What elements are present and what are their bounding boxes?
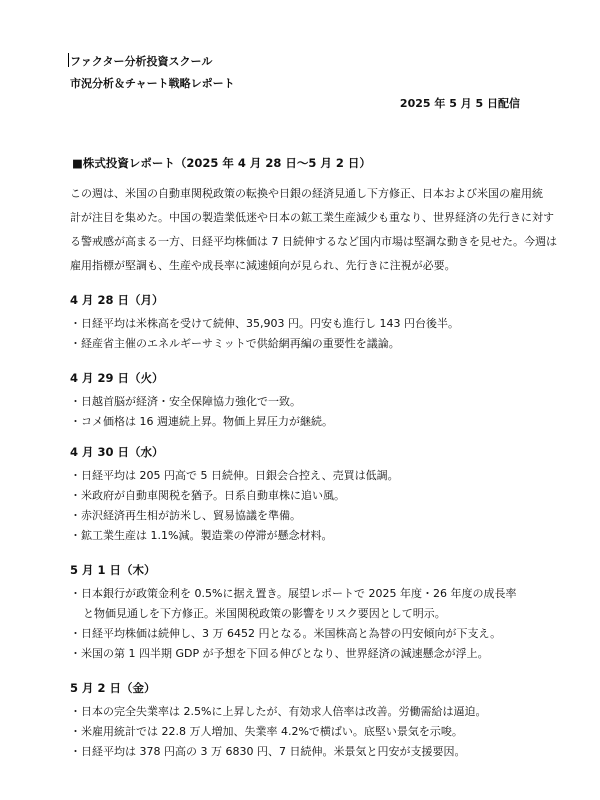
day-section-may2 [70, 678, 550, 762]
news-item: ・鉱工業生産は 1.1%減。製造業の停滞が懸念材料。 [70, 529, 333, 542]
news-item-continuation: と物価見通しを下方修正。米国関税政策の影響をリスク要因として明示。 [83, 607, 446, 620]
news-item: ・日経平均は 378 円高の 3 万 6830 円、7 日続伸。米景気と円安が支援要因。 [70, 745, 466, 758]
day-section-apr29 [70, 368, 550, 432]
intro-paragraph [70, 182, 557, 278]
day-title: 5 月 2 日（金） [70, 681, 156, 695]
news-item: ・日本銀行が政策金利を 0.5%に据え置き。展望レポートで 2025 年度・26 年度の成長率 [70, 587, 517, 600]
news-item: ・日経平均株価は続伸し、3 万 6452 円となる。米国株高と為替の円安傾向が下支え。 [70, 627, 502, 640]
day-title: 4 月 30 日（水） [70, 445, 164, 459]
news-item: ・日経平均は米株高を受けて続伸、35,903 円。円安も進行し 143 円台後半。 [70, 317, 459, 330]
day-section-apr28 [70, 290, 550, 354]
school-name: ファクター分析投資スクール [70, 55, 213, 68]
text-cursor [68, 53, 69, 67]
news-item: ・米国の第 1 四半期 GDP が予想を下回る伸びとなり、世界経済の減速懸念が浮上。 [70, 647, 489, 660]
news-item: ・日本の完全失業率は 2.5%に上昇したが、有効求人倍率は改善。労働需給は逼迫。 [70, 705, 487, 718]
day-section-apr30 [70, 442, 550, 546]
intro-line: 雇用指標が堅調も、生産や成長率に減速傾向が見られ、先行きに注視が必要。 [70, 259, 456, 272]
intro-line: る警戒感が高まる一方、日経平均株価は 7 日続伸するなど国内市場は堅調な動きを見せた。今週は [70, 235, 557, 248]
news-item: ・米雇用統計では 22.8 万人増加、失業率 4.2%で横ばい。底堅い景気を示唆。 [70, 725, 463, 738]
news-item: ・米政府が自動車関税を猶予。日系自動車株に追い風。 [70, 489, 345, 502]
day-section-may1 [70, 560, 550, 664]
publish-date: 2025 年 5 月 5 日配信 [399, 97, 520, 110]
news-item: ・コメ価格は 16 週連続上昇。物価上昇圧力が継続。 [70, 415, 333, 428]
news-item: ・日経平均は 205 円高で 5 日続伸。日銀会合控え、売買は低調。 [70, 469, 399, 482]
intro-line: この週は、米国の自動車関税政策の転換や日銀の経済見通し下方修正、日本および米国の雇用統 [70, 187, 543, 200]
section-title: ■株式投資レポート（2025 年 4 月 28 日〜5 月 2 日） [72, 156, 371, 170]
day-title: 5 月 1 日（木） [70, 563, 156, 577]
intro-line: 計が注目を集めた。中国の製造業低迷や日本の鉱工業生産減少も重なり、世界経済の先行きに対す [70, 211, 554, 224]
news-item: ・日越首脳が経済・安全保障協力強化で一致。 [70, 395, 301, 408]
news-item: ・経産省主催のエネルギーサミットで供給網再編の重要性を議論。 [70, 337, 400, 350]
news-item: ・赤沢経済再生相が訪米し、貿易協議を準備。 [70, 509, 301, 522]
day-title: 4 月 28 日（月） [70, 293, 164, 307]
day-title: 4 月 29 日（火） [70, 371, 164, 385]
report-title: 市況分析＆チャート戦略レポート [70, 77, 235, 90]
